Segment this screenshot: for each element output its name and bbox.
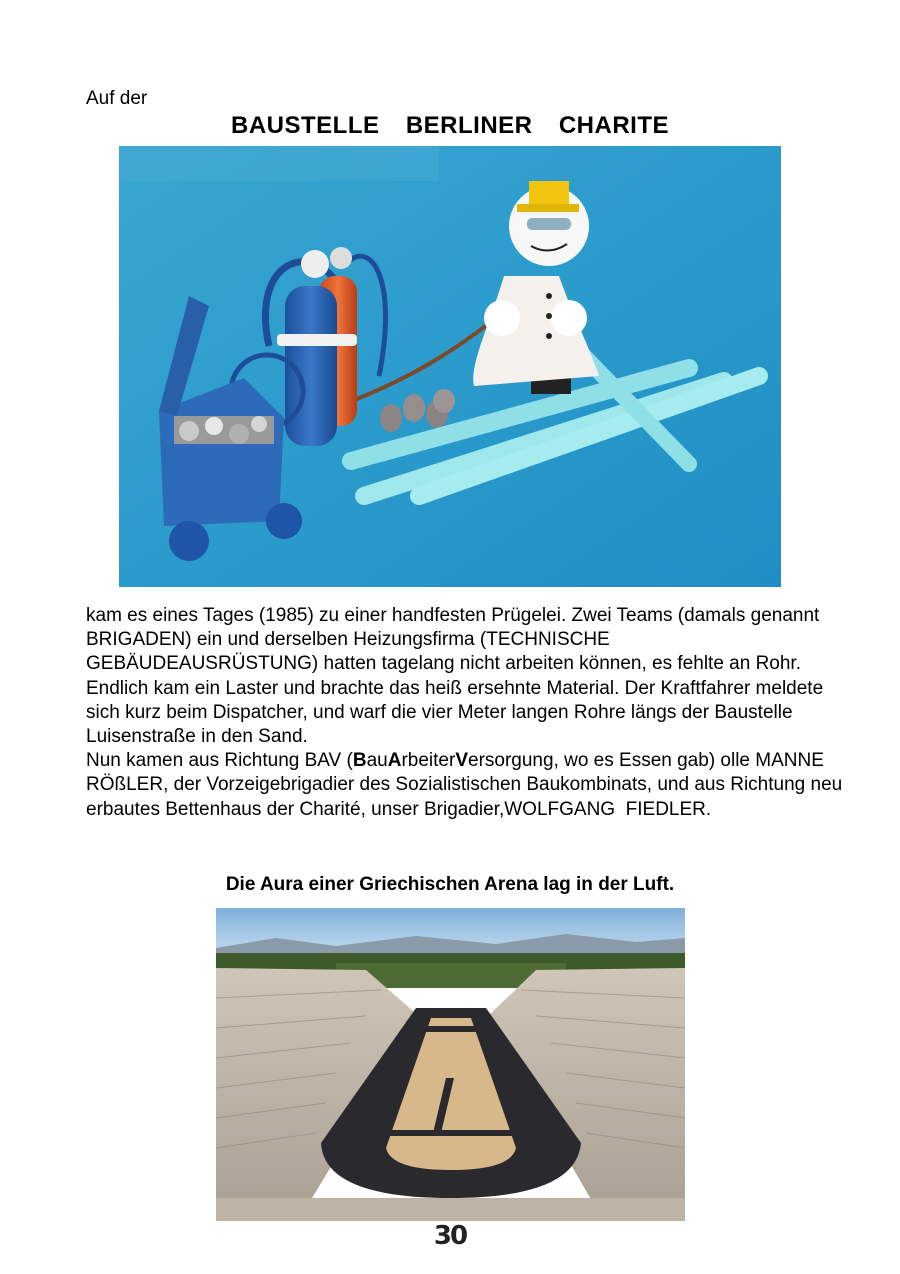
story-paragraph-1: kam es eines Tages (1985) zu einer handfesten Prügelei. Zwei Teams (damals genannt BRIGADEN) ein und derselben Heizungsfirma (TECHNISCHE GEBÄUDEAUSRÜSTUNG) hatten tagelang nicht arbeiten können, es fehlte an Rohr. Endlich kam ein Laster und brachte das heiß ersehnte Material. Der Kraftfahrer meldete sich kurz beim Dispatcher, und warf die vier Meter langen Rohre längs der Baustelle Luisenstraße in den Sand. <box>86 605 824 748</box>
abbr-letter-v: V <box>455 750 468 772</box>
abbr-letter-b: B <box>352 750 367 772</box>
abbr-rest-v: ersorgung <box>468 750 554 772</box>
snowman-toy-photo <box>119 146 781 587</box>
abbr-rest-b: au <box>366 750 388 772</box>
abbr-letter-a: A <box>387 750 402 772</box>
paragraph2-lead: Nun kamen aus Richtung BAV ( <box>86 750 353 772</box>
intro-text: Auf der <box>86 88 148 109</box>
greek-stadium-photo <box>216 908 685 1221</box>
story-text <box>86 604 846 822</box>
story-paragraph-2 <box>86 749 846 822</box>
page-title: BAUSTELLE BERLINER CHARITE <box>230 112 669 139</box>
page-number: 30 <box>433 1221 467 1251</box>
abbr-rest-a: rbeiter <box>401 750 456 772</box>
arena-caption: Die Aura einer Griechischen Arena lag in der Luft. <box>225 874 675 895</box>
paragraph2-tail: , wo es Essen gab) olle MANNE RÖßLER, der Vorzeigebrigadier des Sozialistischen Baukombinats, und aus Richtung neu erbautes Bettenhaus der Charité, unser Brigadier,WOLFGANG FIEDLER. <box>86 750 848 820</box>
